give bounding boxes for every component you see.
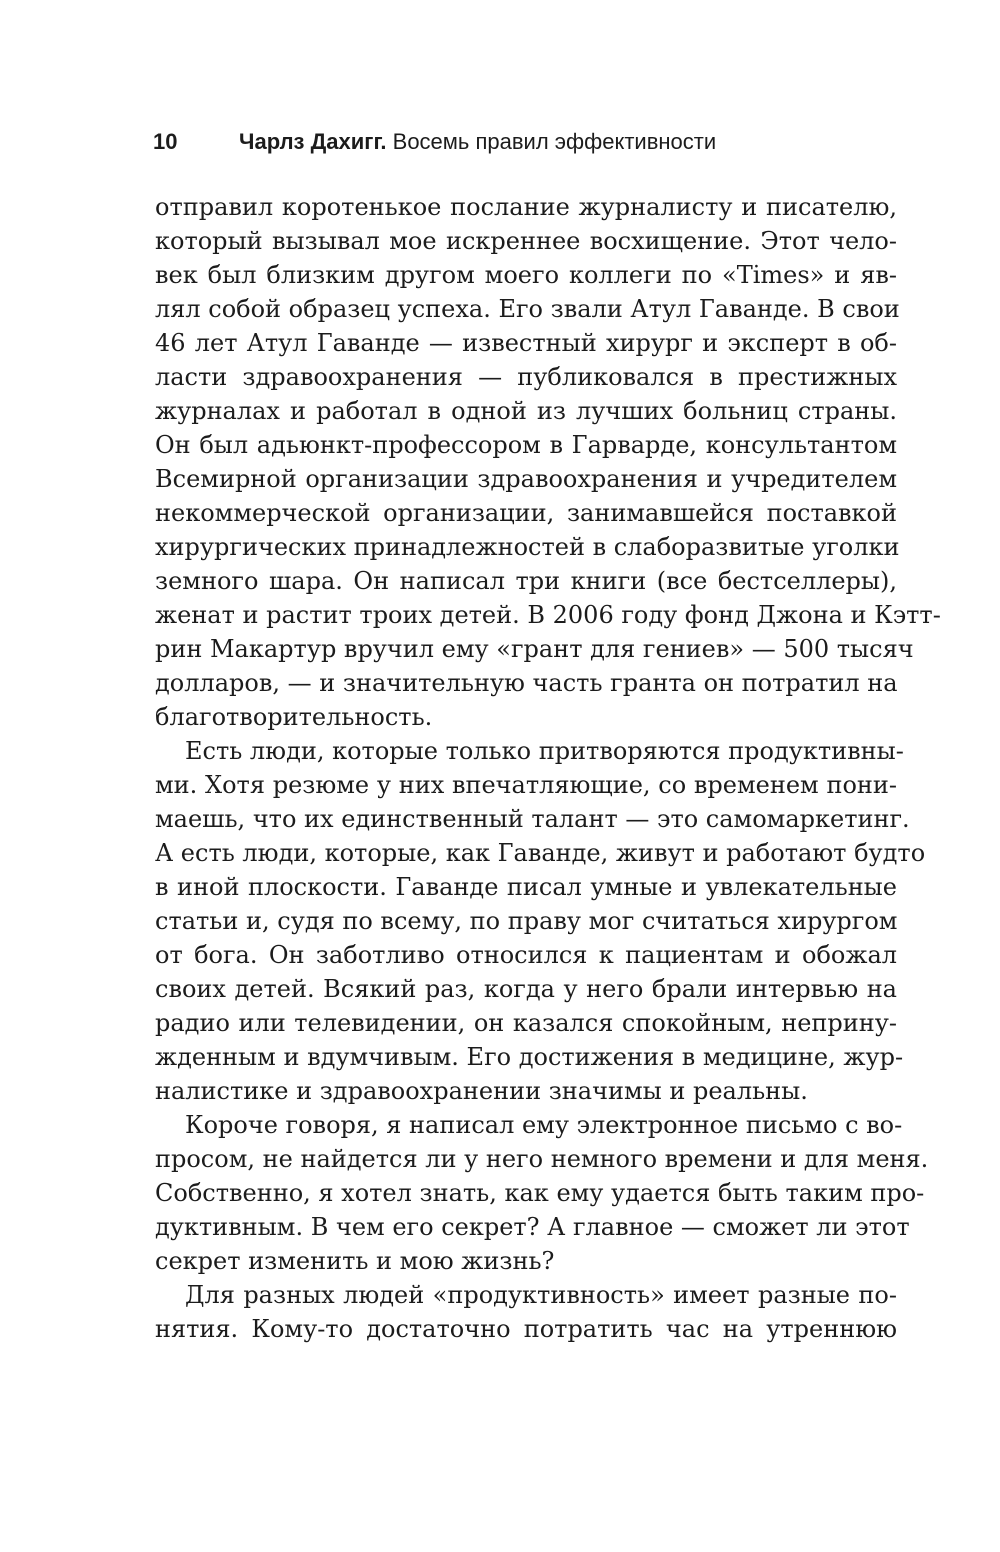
text-line: своих детей. Всякий раз, когда у него брали интервью на: [155, 975, 897, 1003]
paragraph: [155, 1278, 897, 1346]
running-head: [153, 128, 853, 156]
text-line: радио или телевидении, он казался спокойным, неприну-: [155, 1009, 897, 1037]
text-line: некоммерческой организации, занимавшейся поставкой: [155, 499, 897, 527]
text-line: дуктивным. В чем его секрет? А главное — сможет ли этот: [155, 1213, 910, 1241]
text-line: Короче говоря, я написал ему электронное письмо с во-: [185, 1111, 903, 1139]
text-line: журналах и работал в одной из лучших больниц страны.: [155, 397, 897, 425]
page-number: 10: [153, 129, 178, 154]
text-line: маешь, что их единственный талант — это самомаркетинг.: [155, 805, 910, 833]
text-line: долларов, — и значительную часть гранта он потратил на: [155, 669, 898, 697]
paragraph: [155, 190, 941, 734]
text-line: Он был адьюнкт-профессором в Гарварде, консультантом: [155, 431, 897, 459]
text-line: в иной плоскости. Гаванде писал умные и увлекательные: [155, 873, 897, 901]
text-line: А есть люди, которые, как Гаванде, живут и работают будто: [155, 839, 926, 867]
text-line: Для разных людей «продуктивность» имеет разные по-: [185, 1281, 897, 1309]
text-line: рин Макартур вручил ему «грант для гениев» — 500 тысяч: [155, 635, 914, 663]
running-head-title: Восемь правил эффективности: [392, 129, 717, 154]
text-line: благотворительность.: [155, 703, 433, 731]
text-line: 46 лет Атул Гаванде — известный хирург и эксперт в об-: [155, 329, 897, 357]
text-line: ми. Хотя резюме у них впечатляющие, со временем пони-: [155, 771, 897, 799]
text-line: просом, не найдется ли у него немного времени и для меня.: [155, 1145, 929, 1173]
text-line: Всемирной организации здравоохранения и учредителем: [155, 465, 897, 493]
text-line: земного шара. Он написал три книги (все бестселлеры),: [155, 567, 897, 595]
text-line: Собственно, я хотел знать, как ему удается быть таким про-: [155, 1179, 925, 1207]
text-line: налистике и здравоохранении значимы и реальны.: [155, 1077, 808, 1105]
paragraph: [155, 1108, 929, 1278]
text-line: нятия. Кому-то достаточно потратить час на утреннюю: [155, 1315, 897, 1343]
text-line: от бога. Он заботливо относился к пациентам и обожал: [155, 941, 897, 969]
text-line: отправил коротенькое послание журналисту и писателю,: [155, 193, 897, 221]
running-head-author: Чарлз Дахигг.: [239, 129, 387, 154]
paragraph: [155, 734, 926, 1108]
text-line: хирургических принадлежностей в слаборазвитые уголки: [155, 533, 900, 561]
text-line: лял собой образец успеха. Его звали Атул Гаванде. В свои: [155, 295, 900, 323]
text-line: жденным и вдумчивым. Его достижения в медицине, жур-: [155, 1043, 904, 1071]
text-line: статьи и, судя по всему, по праву мог считаться хирургом: [155, 907, 898, 935]
text-line: который вызывал мое искреннее восхищение. Этот чело-: [155, 227, 897, 255]
text-line: Есть люди, которые только притворяются продуктивны-: [185, 737, 904, 765]
text-line: секрет изменить и мою жизнь?: [155, 1247, 555, 1275]
text-line: женат и растит троих детей. В 2006 году фонд Джона и Кэтт-: [155, 601, 941, 629]
text-line: век был близким другом моего коллеги по «Times» и яв-: [155, 261, 897, 289]
text-line: ласти здравоохранения — публиковался в престижных: [155, 363, 897, 391]
body-text: [155, 190, 941, 1346]
